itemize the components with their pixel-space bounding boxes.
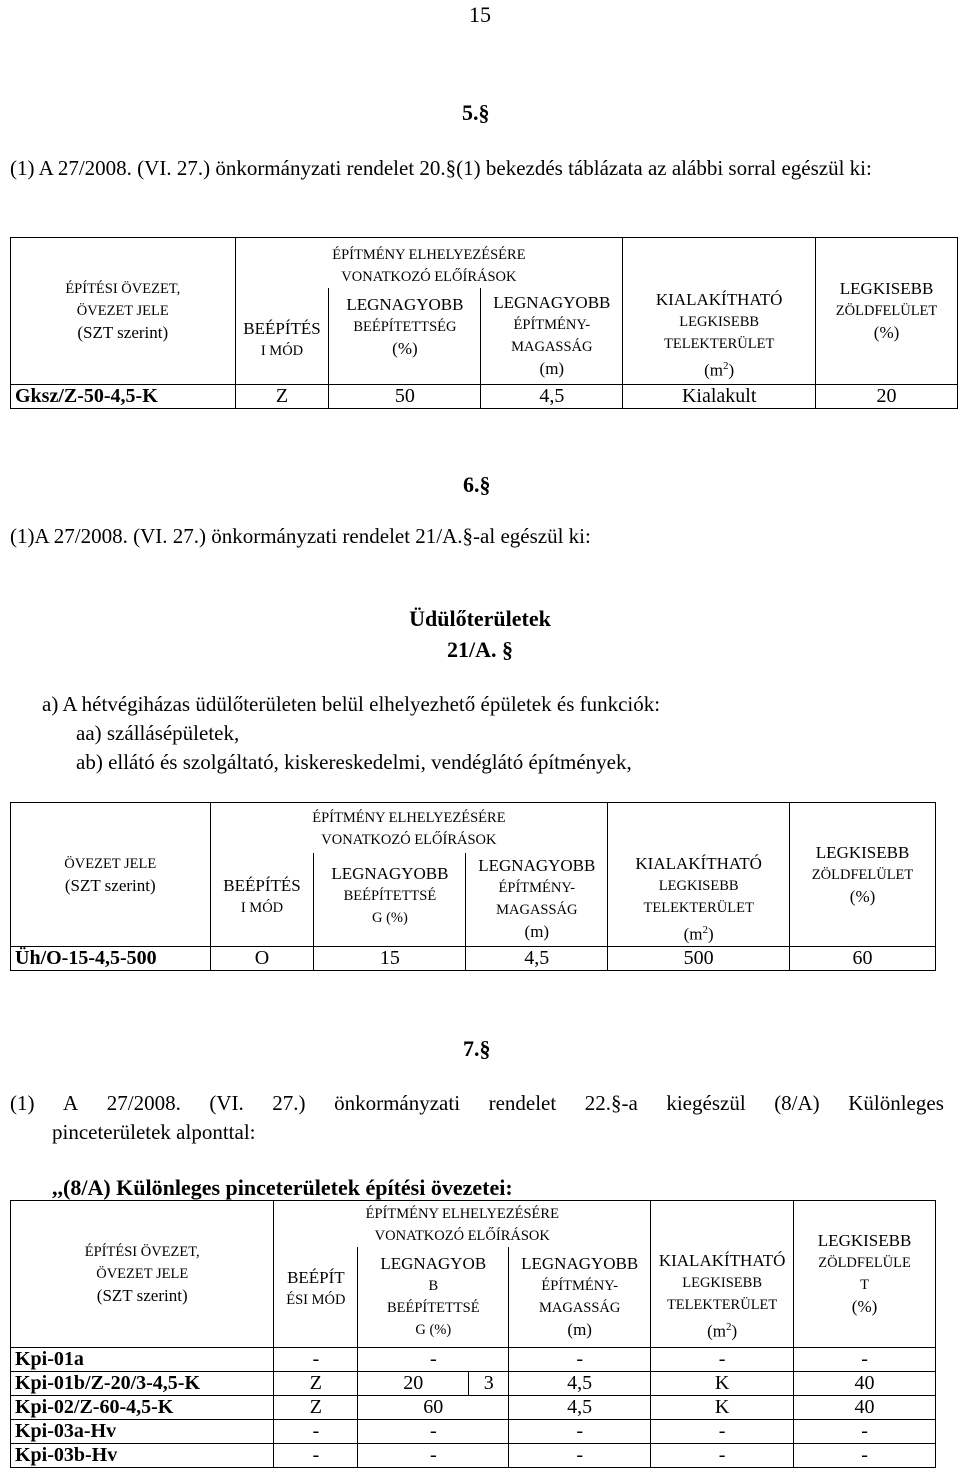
row-green: 60 bbox=[790, 947, 936, 971]
section-6-subtitle: 21/A. § bbox=[447, 637, 513, 662]
header-mode: BEÉPÍT ÉSI MÓD bbox=[274, 1247, 358, 1347]
row-green: 20 bbox=[816, 384, 958, 408]
section-7-table bbox=[10, 1200, 936, 1468]
table-row: Kpi-01b/Z-20/3-4,5-K Z 20 3 4,5 K 40 bbox=[11, 1371, 936, 1395]
header-group: ÉPÍTMÉNY ELHELYEZÉSÉRE VONATKOZÓ ELŐÍRÁSOK bbox=[210, 803, 608, 853]
section-6-heading: 6.§ bbox=[463, 472, 491, 497]
header-plot: KIALAKÍTHATÓ LEGKISEBB TELEKTERÜLET $(m^2)$ bbox=[623, 288, 816, 384]
row-zone: Üh/O-15-4,5-500 bbox=[11, 947, 211, 971]
row-mode: O bbox=[210, 947, 314, 971]
section-6-item-aa: aa) szállásépületek, bbox=[76, 721, 240, 745]
header-coverage: LEGNAGYOBB BEÉPÍTETTSÉG (%) bbox=[329, 288, 481, 384]
row-coverage: 50 bbox=[329, 384, 481, 408]
header-mode: BEÉPÍTÉS I MÓD bbox=[210, 853, 314, 947]
row-zone: Gksz/Z-50-4,5-K bbox=[11, 384, 236, 408]
section-6-item-ab: ab) ellátó és szolgáltató, kiskereskedelmi, vendéglátó építmények, bbox=[76, 750, 632, 774]
header-plot: KIALAKÍTHATÓ LEGKISEBB TELEKTERÜLET $(m^2)$ bbox=[651, 1247, 794, 1347]
section-7-quote-title: ,,(8/A) Különleges pinceterületek építési övezetei: bbox=[52, 1175, 513, 1200]
header-zone: ÉPÍTÉSI ÖVEZET, ÖVEZET JELE (SZT szerint) bbox=[11, 1201, 274, 1348]
section-7-paragraph-line2: pinceterületek alponttal: bbox=[52, 1120, 256, 1144]
row-coverage: 15 bbox=[314, 947, 466, 971]
header-coverage: LEGNAGYOBB BEÉPÍTETTSÉ G (%) bbox=[314, 853, 466, 947]
header-group: ÉPÍTMÉNY ELHELYEZÉSÉRE VONATKOZÓ ELŐÍRÁSOK bbox=[274, 1201, 651, 1248]
section-6-item-a: a) A hétvégiházas üdülőterületen belül elhelyezhető épületek és funkciók: bbox=[42, 692, 661, 716]
header-coverage: LEGNAGYOB B BEÉPÍTETTSÉ G (%) bbox=[358, 1247, 509, 1347]
table-row: Kpi-02/Z-60-4,5-K Z 60 4,5 K 40 bbox=[11, 1395, 936, 1419]
row-height: 4,5 bbox=[481, 384, 623, 408]
section-5-table bbox=[10, 237, 958, 409]
header-green: LEGKISEBB ZÖLDFELÜLE T (%) bbox=[794, 1201, 936, 1348]
header-group: ÉPÍTMÉNY ELHELYEZÉSÉRE VONATKOZÓ ELŐÍRÁSOK bbox=[235, 238, 623, 289]
table-row: Kpi-01a - - - - - bbox=[11, 1347, 936, 1371]
table-row: Kpi-03b-Hv - - - - - bbox=[11, 1443, 936, 1467]
row-mode: Z bbox=[235, 384, 329, 408]
row-height: 4,5 bbox=[466, 947, 608, 971]
row-plot: 500 bbox=[608, 947, 790, 971]
section-6-paragraph: (1)A 27/2008. (VI. 27.) önkormányzati rendelet 21/A.§-al egészül ki: bbox=[10, 524, 591, 548]
section-6-title: Üdülőterületek bbox=[409, 606, 551, 631]
table-row: Kpi-03a-Hv - - - - - bbox=[11, 1419, 936, 1443]
header-height: LEGNAGYOBB ÉPÍTMÉNY- MAGASSÁG (m) bbox=[466, 853, 608, 947]
header-height: LEGNAGYOBB ÉPÍTMÉNY- MAGASSÁG (m) bbox=[481, 288, 623, 384]
section-7-heading: 7.§ bbox=[463, 1036, 491, 1061]
row-plot: Kialakult bbox=[623, 384, 816, 408]
section-5-paragraph: (1) A 27/2008. (VI. 27.) önkormányzati rendelet 20.§(1) bekezdés táblázata az alábbi sorral egészül ki: bbox=[10, 156, 872, 180]
header-height: LEGNAGYOBB ÉPÍTMÉNY- MAGASSÁG (m) bbox=[509, 1247, 651, 1347]
header-green: LEGKISEBB ZÖLDFELÜLET (%) bbox=[816, 238, 958, 385]
header-plot: KIALAKÍTHATÓ LEGKISEBB TELEKTERÜLET $(m^2)$ bbox=[608, 853, 790, 947]
header-zone: ÉPÍTÉSI ÖVEZET, ÖVEZET JELE (SZT szerint) bbox=[11, 238, 236, 385]
header-zone: ÖVEZET JELE (SZT szerint) bbox=[11, 803, 211, 947]
section-6-table bbox=[10, 802, 936, 971]
header-green: LEGKISEBB ZÖLDFELÜLET (%) bbox=[790, 803, 936, 947]
header-mode: BEÉPÍTÉS I MÓD bbox=[235, 288, 329, 384]
section-5-heading: 5.§ bbox=[462, 100, 490, 125]
page-number: 15 bbox=[469, 2, 491, 27]
section-7-paragraph-line1: (1) A 27/2008. (VI. 27.) önkormányzati rendelet 22.§-a kiegészül (8/A) Különleges bbox=[10, 1091, 944, 1115]
